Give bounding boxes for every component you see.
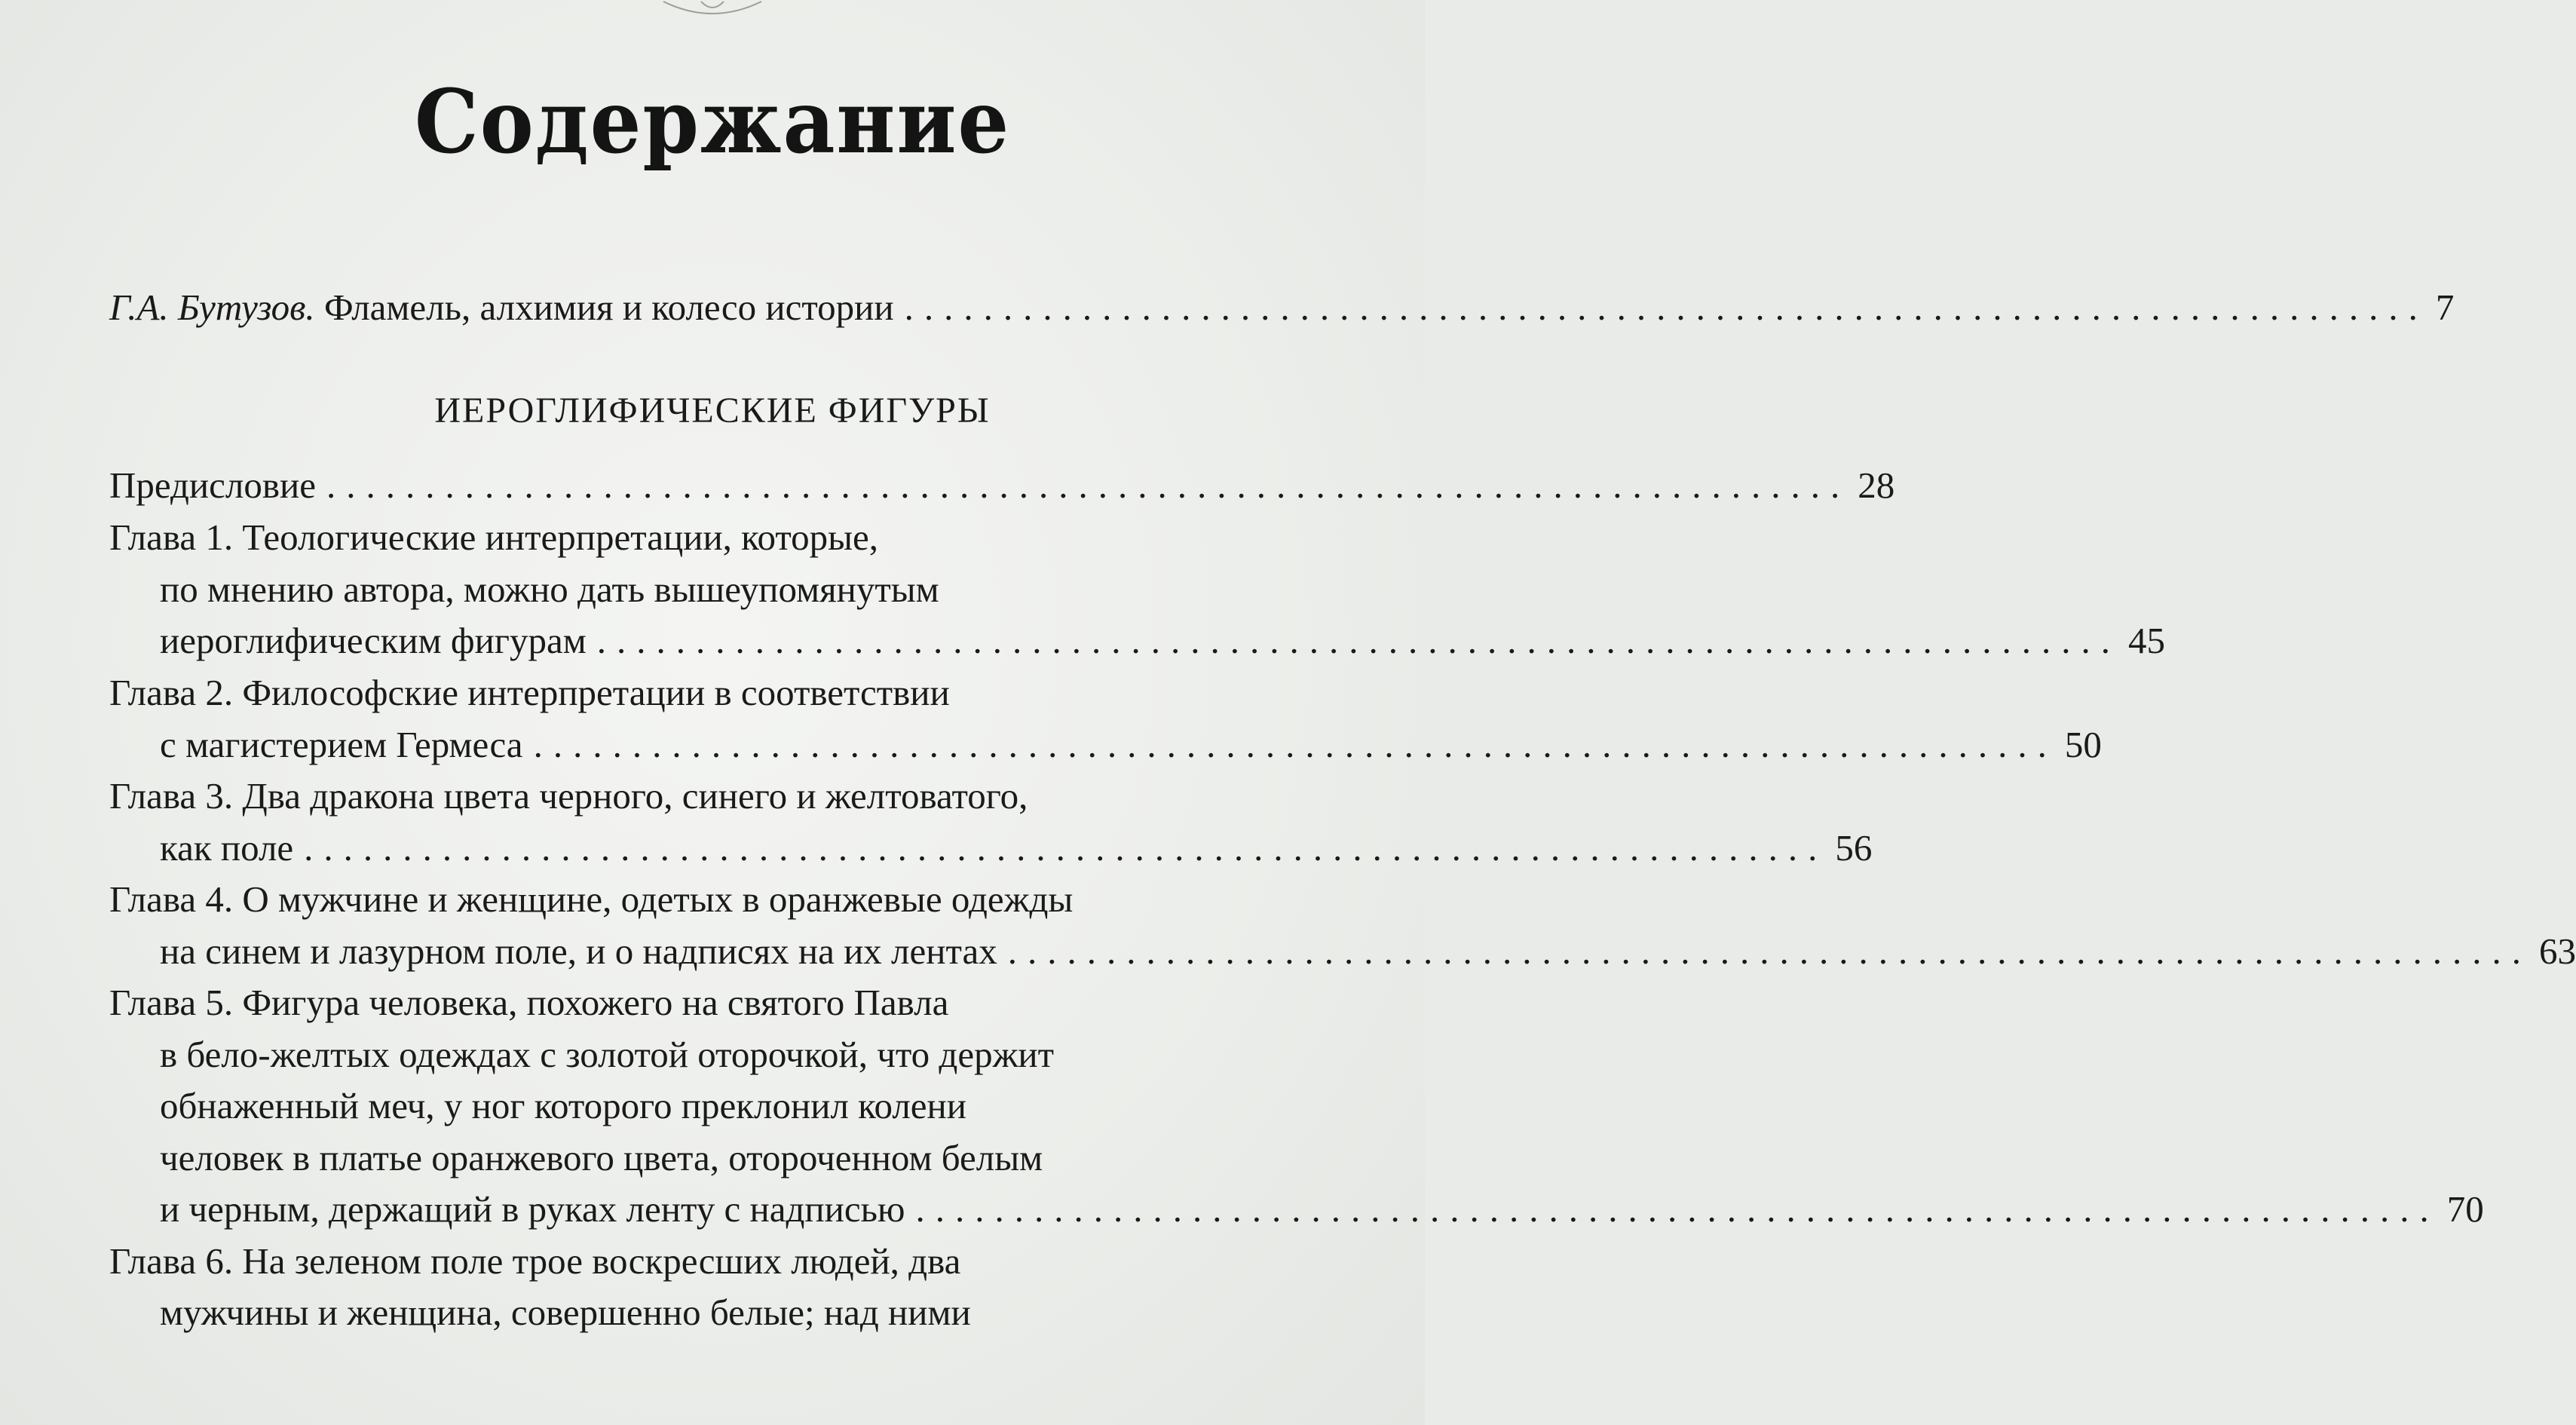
dot-leader: ............................................................................. <box>904 287 2428 328</box>
page-title: Содержание <box>414 71 1011 173</box>
page-number: 70 <box>2446 1188 2484 1230</box>
page-number: 45 <box>2127 620 2165 661</box>
dot-leader: ............................................................................. <box>596 620 2121 661</box>
dot-leader: ............................................................................. <box>1007 930 2532 972</box>
toc-entry-chapter-1[interactable]: Глава 1. Теологические интерпретации, которые, <box>109 516 879 558</box>
entry-line: человек в платье оранжевого цвета, отороченном белым <box>160 1137 1043 1178</box>
dot-leader: ............................................................................. <box>533 724 2057 765</box>
dot-leader: ............................................................................. <box>326 464 1851 506</box>
dot-leader: ............................................................................. <box>915 1188 2440 1230</box>
entry-line: с магистерием Гермеса ............................................................................. 50 <box>160 719 1263 771</box>
entry-line: по мнению автора, можно дать вышеупомянутым <box>160 568 939 610</box>
page-number: 28 <box>1858 464 1895 506</box>
intro-title: Фламель, алхимия и колесо истории <box>323 287 894 328</box>
toc-entry-chapter-4[interactable]: Глава 4. О мужчине и женщине, одетых в оранжевые одежды <box>109 878 1074 920</box>
toc-entry-chapter-2[interactable]: Глава 2. Философские интерпретации в соответствии <box>109 672 950 713</box>
toc-entry-chapter-5[interactable]: Глава 5. Фигура человека, похожего на святого Павла <box>109 982 949 1023</box>
toc-entry-chapter-3[interactable]: Глава 3. Два дракона цвета черного, синего и желтоватого, <box>109 775 1028 817</box>
intro-author: Г.А. Бутузов. <box>109 287 315 328</box>
toc-intro-entry[interactable] <box>109 281 2455 334</box>
page-number: 56 <box>1835 827 1873 869</box>
entry-line: обнаженный меч, у ног которого преклонил колени <box>160 1085 966 1126</box>
toc-entry-chapter-6[interactable]: Глава 6. На зеленом поле трое воскресших людей, два <box>109 1240 961 1282</box>
entry-line: Предисловие <box>109 464 316 506</box>
page-number: 63 <box>2538 930 2576 972</box>
section-title: ИЕРОГЛИФИЧЕСКИЕ ФИГУРЫ <box>434 391 991 431</box>
entry-line: мужчины и женщина, совершенно белые; над ними <box>160 1292 971 1333</box>
toc-entry-preface[interactable] <box>109 459 1895 512</box>
page-number: 7 <box>2435 287 2455 328</box>
entry-line: как поле ............................................................................. 56 <box>160 822 1263 875</box>
entry-line: иероглифическим фигурам ............................................................................. 45 <box>160 614 1263 667</box>
page-number: 50 <box>2064 724 2102 765</box>
entry-line: в бело-желтых одеждах с золотой оторочкой, что держит <box>160 1034 1055 1075</box>
dot-leader: ............................................................................. <box>304 827 1828 869</box>
entry-line: и черным, держащий в руках ленту с надписью ............................................................................. 70 <box>160 1183 1263 1236</box>
entry-line: на синем и лазурном поле, и о надписях на их лентах ............................................................................. 63 <box>160 925 1263 978</box>
